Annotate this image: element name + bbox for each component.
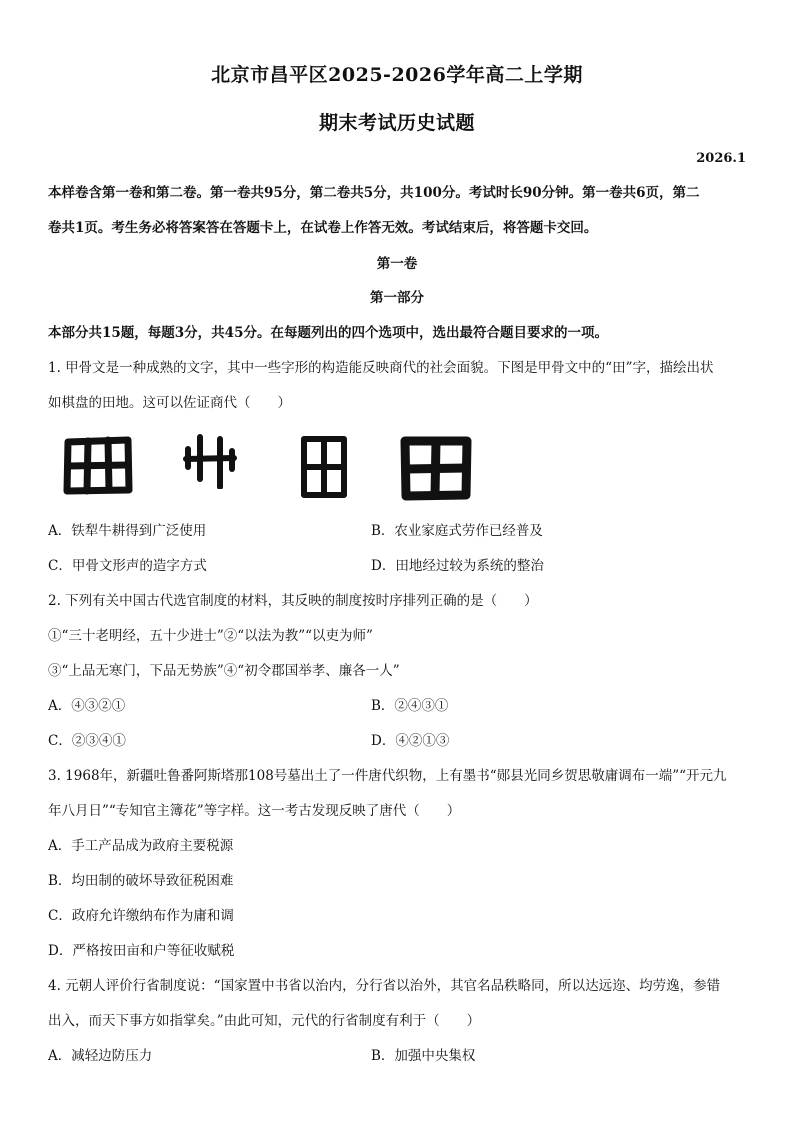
q1-stem-line-2: 如棋盘的田地。这可以佐证商代（ ） bbox=[48, 395, 291, 411]
q2-stem-line-3: ③“上品无寒门，下品无势族”④“初令郡国举孝、廉各一人” bbox=[48, 663, 400, 679]
q2-option-a[interactable]: A．④③②① bbox=[48, 698, 126, 714]
q1-option-c[interactable]: C．甲骨文形声的造字方式 bbox=[48, 558, 207, 574]
q1-option-a[interactable]: A．铁犁牛耕得到广泛使用 bbox=[48, 523, 207, 539]
volume-heading: 第一卷 bbox=[376, 256, 418, 272]
q3-option-c[interactable]: C．政府允许缴纳布作为庸和调 bbox=[48, 908, 234, 924]
q3-stem-line-1: 3. 1968年，新疆吐鲁番阿斯塔那108号墓出土了一件唐代织物，上有墨书“郧县光同乡贺思敬庸调布一端”“开元九 bbox=[48, 768, 727, 784]
q2-stem-line-1: 2. 下列有关中国古代选官制度的材料，其反映的制度按时序排列正确的是（ ） bbox=[48, 593, 538, 609]
q4-stem-line-2: 出入，而天下事方如指掌矣。”由此可知，元代的行省制度有利于（ ） bbox=[48, 1013, 481, 1029]
oracle-character-2 bbox=[182, 433, 238, 489]
part-heading: 第一部分 bbox=[370, 290, 424, 306]
q2-option-b[interactable]: B．②④③① bbox=[371, 698, 449, 714]
oracle-character-1 bbox=[62, 430, 134, 498]
exam-date: 2026.1 bbox=[696, 151, 746, 166]
q2-option-c[interactable]: C．②③④① bbox=[48, 733, 126, 749]
oracle-character-4 bbox=[398, 433, 474, 503]
q1-stem-line-1: 1. 甲骨文是一种成熟的文字，其中一些字形的构造能反映商代的社会面貌。下图是甲骨文中的“田”字，描绘出状 bbox=[48, 360, 714, 376]
oracle-character-3 bbox=[298, 431, 350, 501]
instructions-line-2: 卷共1页。考生务必将答案答在答题卡上，在试卷上作答无效。考试结束后，将答题卡交回。 bbox=[48, 220, 598, 236]
q4-stem-line-1: 4. 元朝人评价行省制度说：“国家置中书省以治内，分行省以治外，其官名品秩略同，所以达远迩、均劳逸，参错 bbox=[48, 978, 721, 994]
q3-option-d[interactable]: D．严格按田亩和户等征收赋税 bbox=[48, 943, 235, 959]
q4-option-b[interactable]: B．加强中央集权 bbox=[371, 1048, 476, 1064]
q1-option-d[interactable]: D．田地经过较为系统的整治 bbox=[371, 558, 544, 574]
q2-option-d[interactable]: D．④②①③ bbox=[371, 733, 450, 749]
part-description: 本部分共15题，每题3分，共45分。在每题列出的四个选项中，选出最符合题目要求的一项。 bbox=[48, 325, 608, 341]
q3-option-b[interactable]: B．均田制的破坏导致征税困难 bbox=[48, 873, 234, 889]
exam-title: 北京市昌平区2025-2026学年高二上学期 bbox=[211, 64, 583, 86]
exam-subtitle: 期末考试历史试题 bbox=[318, 112, 475, 134]
q3-option-a[interactable]: A．手工产品成为政府主要税源 bbox=[48, 838, 234, 854]
q1-option-b[interactable]: B．农业家庭式劳作已经普及 bbox=[371, 523, 543, 539]
q3-stem-line-2: 年八月日”“专知官主簿花”等字样。这一考古发现反映了唐代（ ） bbox=[48, 803, 461, 819]
q2-stem-line-2: ①“三十老明经，五十少进士”②“以法为教”“以吏为师” bbox=[48, 628, 373, 644]
q4-option-a[interactable]: A．减轻边防压力 bbox=[48, 1048, 153, 1064]
instructions-line-1: 本样卷含第一卷和第二卷。第一卷共95分，第二卷共5分，共100分。考试时长90分钟。第一卷共6页，第二 bbox=[48, 185, 700, 201]
